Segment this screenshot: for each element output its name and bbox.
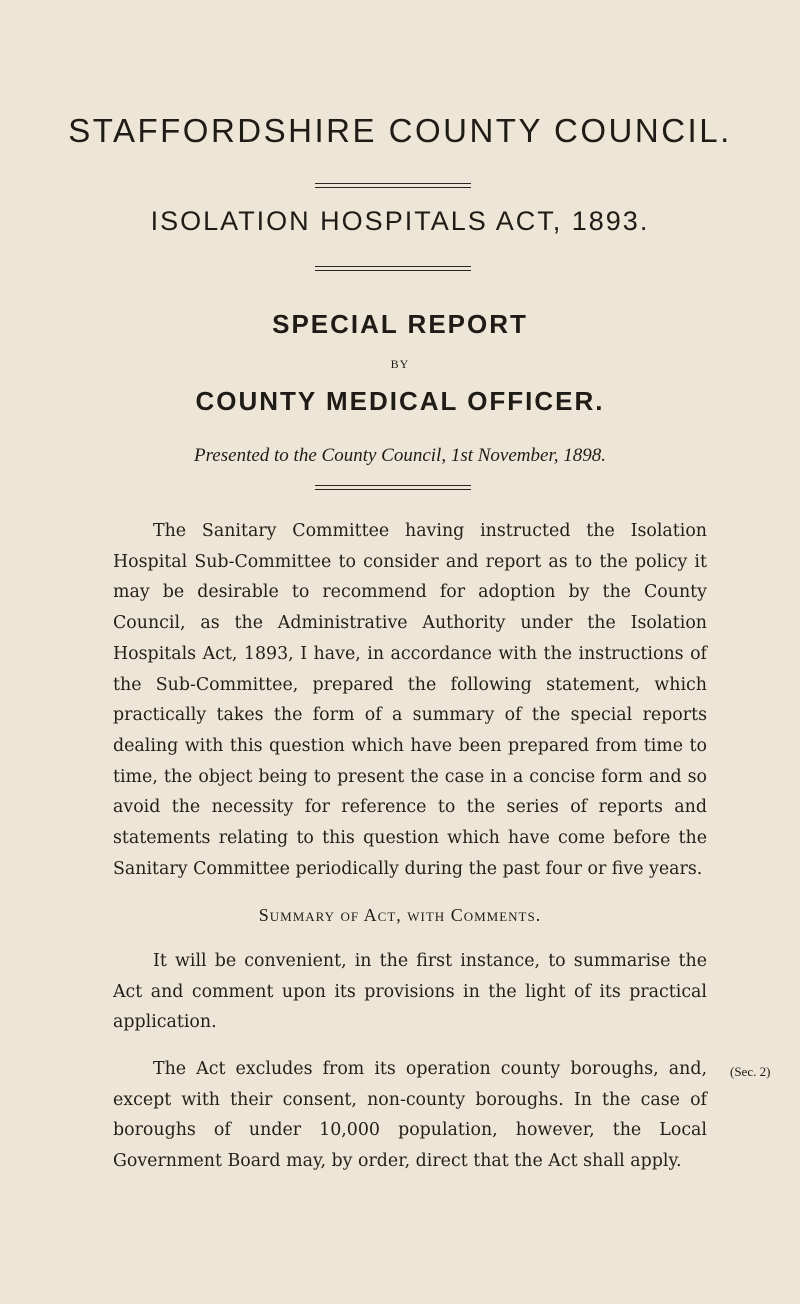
act-title: ISOLATION HOSPITALS ACT, 1893. xyxy=(150,206,650,236)
council-title: STAFFORDSHIRE COUNTY COUNCIL. xyxy=(68,112,732,149)
double-rule-divider xyxy=(315,485,471,490)
section-heading: Summary of Act, with Comments. xyxy=(258,905,542,925)
officer-title: COUNTY MEDICAL OFFICER. xyxy=(195,386,605,416)
double-rule-divider xyxy=(315,266,471,271)
margin-note: (Sec. 2) xyxy=(730,1064,771,1079)
paragraph-intro: The Sanitary Committee having instructed the Isolation Hospital Sub-Committee to consider and report as to the policy it may be desirable to recommend for adoption by the County Council, as the Administrative Authority under the Isolation Hospitals Act, 1893, I have, in accordance with the instructions of the Sub-Committee, prepared the following statement, which practically takes the form of a summary of the special reports dealing with this question which have been prepared from time to time, the object being to present the case in a concise form and so avoid the necessity for reference to the series of reports and statements relating to this question which have come before the Sanitary Committee periodically during the past four or five years. xyxy=(113,521,707,879)
by-label: BY xyxy=(390,357,410,371)
report-title: SPECIAL REPORT xyxy=(272,309,528,339)
presented-line: Presented to the County Council, 1st November, 1898. xyxy=(194,445,606,466)
paragraph-summary: It will be convenient, in the first instance, to summarise the Act and comment upon its provisions in the light of its practical application. xyxy=(113,951,707,1033)
double-rule-divider xyxy=(315,183,471,188)
paragraph-exclusions: The Act excludes from its operation county boroughs, and, except with their consent, non-county boroughs. In the case of boroughs of under 10,000 population, however, the Local Government Board may, by order, direct that the Act shall apply. xyxy=(113,1059,707,1172)
